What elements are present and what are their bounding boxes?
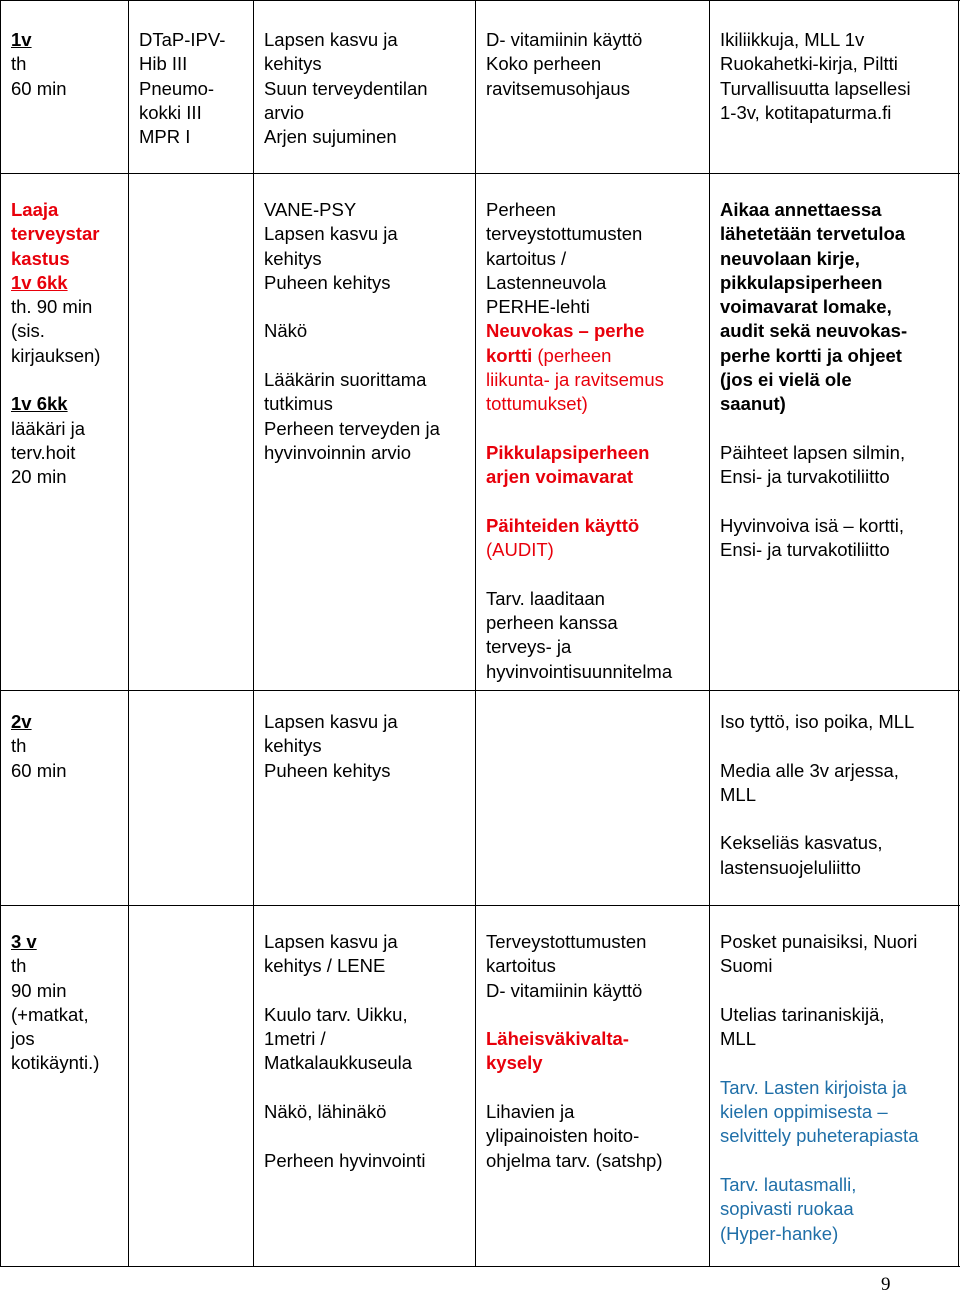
age-detail: th. 90 min (sis. kirjauksen) [11, 296, 101, 366]
cell-age-3v [11, 930, 99, 1076]
table-border-bottom [0, 1266, 960, 1267]
cell-materials-3v [720, 930, 918, 1246]
visit-duration: 60 min [11, 759, 67, 781]
row-divider [0, 905, 960, 906]
table-border-left [0, 0, 1, 1267]
cell-guidance-3v [486, 930, 663, 1173]
guidance-highlight: Neuvokas – perhe kortti [486, 320, 645, 366]
assessment-text: Perheen hyvinvointi [264, 1149, 426, 1171]
age-title: Laaja terveystar kastus [11, 199, 100, 269]
vaccines-text: DTaP-IPV- Hib III Pneumo- kokki III MPR I [139, 29, 226, 148]
cell-materials-1v [720, 28, 911, 125]
age-sub: 1v 6kk [11, 271, 68, 293]
age-detail: lääkäri ja terv.hoit 20 min [11, 417, 86, 488]
visit-duration: 90 min (+matkat, jos kotikäynti.) [11, 979, 100, 1074]
guidance-highlight: Päihteiden käyttö [486, 514, 640, 536]
assessment-text: Lapsen kasvu ja kehitys Suun terveydentilan arvio Arjen sujuminen [264, 29, 428, 148]
cell-age-2v [11, 710, 67, 783]
guidance-text: Lihavien ja ylipainoisten hoito- ohjelma tarv. (satshp) [486, 1101, 663, 1171]
assessment-text: Näkö [264, 320, 308, 342]
visit-by: th [11, 735, 27, 757]
materials-note: Tarv. lautasmalli, sopivasti ruokaa (Hyper-hanke) [720, 1173, 857, 1244]
cell-assessment-1v [264, 28, 428, 149]
assessment-text: Kuulo tarv. Uikku, 1metri / Matkalaukkuseula [264, 1003, 413, 1074]
age-label: 3 v [11, 931, 37, 952]
age-label: 2v [11, 711, 32, 732]
assessment-text: VANE-PSY Lapsen kasvu ja kehitys Puheen kehitys [264, 199, 398, 293]
age-label: 1v [11, 29, 32, 50]
row-divider [0, 690, 960, 691]
assessment-text: Lapsen kasvu ja kehitys / LENE [264, 931, 398, 977]
age-sub: 1v 6kk [11, 393, 68, 415]
cell-guidance-1v [486, 28, 642, 101]
cell-materials-1v6kk [720, 198, 907, 562]
materials-text: Utelias tarinaniskijä, MLL [720, 1003, 885, 1050]
assessment-text: Lääkärin suorittama tutkimus Perheen terveyden ja hyvinvoinnin arvio [264, 369, 440, 463]
cell-vaccines-1v [139, 28, 225, 149]
cell-assessment-1v6kk [264, 198, 440, 465]
table-border-right [958, 0, 959, 1267]
column-divider [709, 0, 710, 1267]
materials-text: Iso tyttö, iso poika, MLL [720, 711, 915, 732]
guidance-text: Tarv. laaditaan perheen kanssa terveys- ja hyvinvointisuunnitelma [486, 587, 673, 682]
guidance-highlight: Pikkulapsiperheen arjen voimavarat [486, 441, 650, 488]
cell-materials-2v [720, 710, 914, 880]
column-divider [253, 0, 254, 1267]
visit-duration: 60 min [11, 77, 67, 99]
table-border-top [0, 0, 960, 1]
materials-note: Aikaa annettaessa lähetetään tervetuloa neuvolaan kirje, pikkulapsiperheen voimavarat lomake, audit sekä neuvokas- perhe kortti ja ohjeet (jos ei vielä ole saanut) [720, 199, 908, 415]
guidance-highlight: Läheisväkivalta- kysely [486, 1028, 629, 1074]
visit-by: th [11, 53, 27, 75]
assessment-text: Näkö, lähinäkö [264, 1101, 387, 1123]
guidance-highlight-detail: (perheen liikunta- ja ravitsemus tottumukset) [486, 344, 664, 415]
row-divider [0, 173, 960, 174]
materials-text: Kekseliäs kasvatus, lastensuojeluliitto [720, 832, 883, 878]
materials-text: Hyvinvoiva isä – kortti, Ensi- ja turvakotiliitto [720, 514, 905, 561]
guidance-text: Perheen terveystottumusten kartoitus / Lastenneuvola PERHE-lehti [486, 199, 643, 318]
cell-age-1v6kk [11, 198, 100, 490]
column-divider [475, 0, 476, 1267]
guidance-text: D- vitamiinin käyttö Koko perheen ravitsemusohjaus [486, 29, 643, 99]
materials-note: Tarv. Lasten kirjoista ja kielen oppimisesta – selvittely puheterapiasta [720, 1076, 919, 1147]
cell-guidance-1v6kk [486, 198, 672, 684]
materials-text: Ikiliikkuja, MLL 1v Ruokahetki-kirja, Piltti Turvallisuutta lapsellesi 1-3v, kotitapaturma.fi [720, 29, 911, 123]
guidance-highlight-detail: (AUDIT) [486, 539, 554, 561]
cell-assessment-3v [264, 930, 425, 1173]
page-number: 9 [881, 1274, 891, 1295]
materials-text: Posket punaisiksi, Nuori Suomi [720, 931, 918, 977]
cell-assessment-2v [264, 710, 398, 783]
cell-age-1v [11, 28, 67, 101]
materials-text: Päihteet lapsen silmin, Ensi- ja turvakotiliitto [720, 441, 906, 488]
column-divider [128, 0, 129, 1267]
assessment-text: Lapsen kasvu ja kehitys Puheen kehitys [264, 711, 398, 781]
visit-by: th [11, 955, 27, 977]
materials-text: Media alle 3v arjessa, MLL [720, 759, 899, 805]
guidance-text: Terveystottumusten kartoitus D- vitamiinin käyttö [486, 931, 647, 1001]
